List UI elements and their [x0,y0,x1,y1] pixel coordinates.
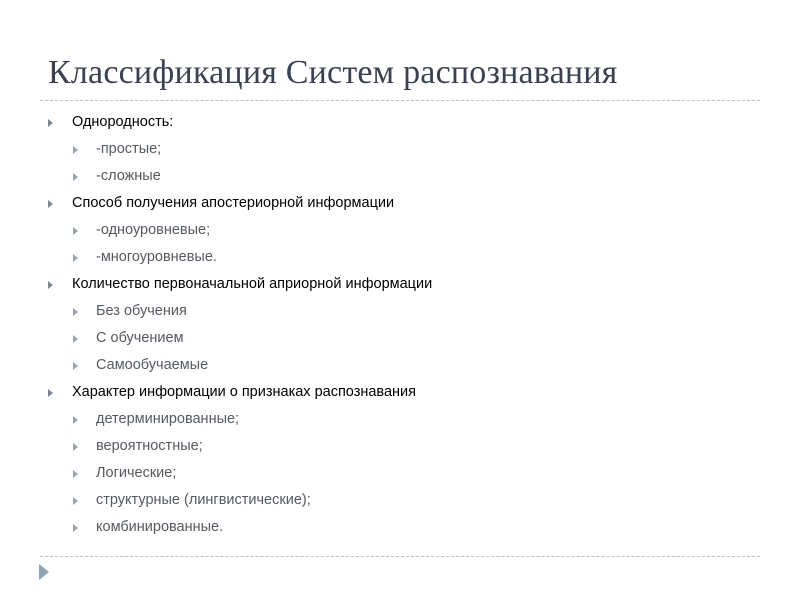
triangle-bullet-icon [48,200,53,208]
sub-bullet-text: Без обучения [96,303,187,319]
sub-bullet-item [0,514,760,541]
sub-bullet-text: -сложные [96,168,161,184]
triangle-bullet-icon [73,308,78,316]
sub-bullet-item [0,406,760,433]
sub-bullet-item [0,352,760,379]
sub-bullet-item [0,217,760,244]
sub-bullet-text: -простые; [96,141,162,157]
triangle-bullet-icon [48,389,53,397]
triangle-bullet-icon [48,281,53,289]
triangle-bullet-icon [73,362,78,370]
triangle-bullet-icon [73,173,78,181]
sub-bullet-text: комбинированные. [96,519,224,535]
bullet-text: Однородность: [72,114,174,130]
bullet-text: Количество первоначальной априорной информации [72,276,433,292]
triangle-bullet-icon [73,443,78,451]
sub-bullet-item [0,487,760,514]
bullet-text: Способ получения апостериорной информации [72,195,395,211]
triangle-bullet-icon [73,470,78,478]
bullet-item [0,379,760,406]
triangle-bullet-icon [73,335,78,343]
sub-bullet-text: структурные (лингвистические); [96,492,311,508]
sub-bullet-item [0,136,760,163]
triangle-bullet-icon [73,254,78,262]
bullet-text: Характер информации о признаках распознавания [72,384,416,400]
sub-bullet-text: Логические; [96,465,177,481]
slide-title: Классификация Систем распознавания [48,54,618,91]
sub-bullet-item [0,325,760,352]
triangle-bullet-icon [48,119,53,127]
sub-bullet-item [0,298,760,325]
triangle-bullet-icon [73,524,78,532]
bullet-item [0,109,760,136]
bullet-item [0,271,760,298]
footer-divider [40,556,760,557]
next-slide-arrow-icon[interactable] [39,564,49,580]
bullet-list [0,109,760,541]
sub-bullet-item [0,433,760,460]
sub-bullet-text: Самообучаемые [96,357,209,373]
triangle-bullet-icon [73,416,78,424]
triangle-bullet-icon [73,227,78,235]
triangle-bullet-icon [73,146,78,154]
title-divider [40,100,760,101]
sub-bullet-text: детерминированные; [96,411,240,427]
bullet-item [0,190,760,217]
sub-bullet-item [0,244,760,271]
sub-bullet-item [0,460,760,487]
triangle-bullet-icon [73,497,78,505]
sub-bullet-text: вероятностные; [96,438,203,454]
sub-bullet-item [0,163,760,190]
sub-bullet-text: С обучением [96,330,184,346]
sub-bullet-text: -многоуровневые. [96,249,217,265]
sub-bullet-text: -одноуровневые; [96,222,211,238]
